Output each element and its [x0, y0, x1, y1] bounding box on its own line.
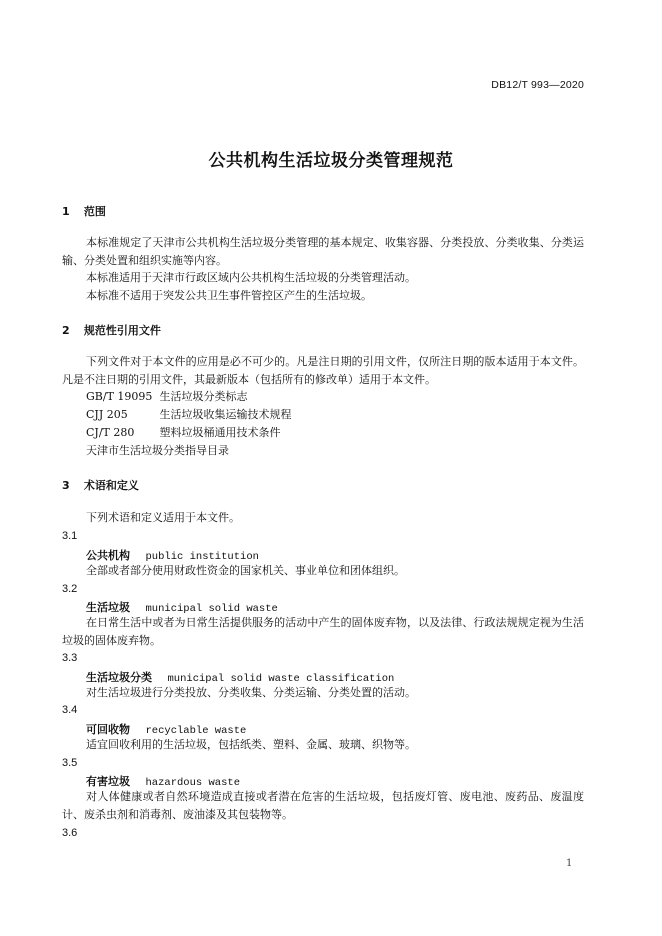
reference-code: CJ/T 280	[86, 426, 135, 439]
reference-code: GB/T 19095	[86, 390, 153, 403]
term-zh: 有害垃圾	[86, 775, 130, 788]
term-heading	[86, 773, 240, 789]
section-title: 范围	[83, 205, 106, 218]
term-en: hazardous waste	[145, 777, 241, 789]
reference-item	[86, 424, 281, 442]
term-definition: 全部或者部分使用财政性资金的国家机关、事业单位和团体组织。	[86, 564, 405, 577]
term-number: 3.3	[62, 652, 78, 664]
section-title: 规范性引用文件	[83, 324, 161, 337]
section-number: 3	[62, 479, 70, 492]
term-definition: 对人体健康或者自然环境造成直接或者潜在危害的生活垃圾，包括废灯管、废电池、废药品、废温度计、废杀虫剂和消毒剂、废油漆及其包装物等。	[62, 790, 584, 821]
term-heading	[86, 669, 394, 685]
term-number: 3.1	[62, 530, 78, 542]
term-zh: 生活垃圾	[86, 601, 130, 614]
section-number: 2	[62, 324, 70, 337]
term-number: 3.5	[62, 757, 78, 769]
references-intro: 下列文件对于本文件的应用是必不可少的。凡是注日期的引用文件，仅所注日期的版本适用于本文件。凡是不注日期的引用文件，其最新版本（包括所有的修改单）适用于本文件。	[62, 355, 584, 386]
term-en: municipal solid waste classification	[167, 673, 395, 685]
section-2-heading	[62, 322, 161, 338]
scope-paragraph-1: 本标准规定了天津市公共机构生活垃圾分类管理的基本规定、收集容器、分类投放、分类收集、分类运输、分类处置和组织实施等内容。	[62, 236, 584, 267]
reference-name: 塑料垃圾桶通用技术条件	[159, 426, 281, 439]
reference-name: 天津市生活垃圾分类指导目录	[86, 444, 229, 457]
scope-paragraph-2: 本标准适用于天津市行政区域内公共机构生活垃圾的分类管理活动。	[86, 271, 416, 284]
term-zh: 可回收物	[86, 723, 130, 736]
term-definition: 在日常生活中或者为日常生活提供服务的活动中产生的固体废弃物，以及法律、行政法规规定视为生活垃圾的固体废弃物。	[62, 616, 584, 647]
reference-name: 生活垃圾收集运输技术规程	[159, 408, 292, 421]
reference-name: 生活垃圾分类标志	[159, 390, 248, 403]
section-number: 1	[62, 205, 70, 218]
term-definition: 适宜回收利用的生活垃圾，包括纸类、塑料、金属、玻璃、织物等。	[86, 738, 416, 751]
section-1-heading	[62, 203, 106, 219]
reference-item	[86, 406, 292, 424]
term-heading	[86, 547, 259, 563]
term-zh: 生活垃圾分类	[86, 671, 152, 684]
scope-paragraph-3: 本标准不适用于突发公共卫生事件管控区产生的生活垃圾。	[86, 289, 372, 302]
term-number: 3.2	[62, 583, 78, 595]
section-title: 术语和定义	[83, 479, 139, 492]
term-number: 3.4	[62, 704, 78, 716]
page-number: 1	[566, 858, 573, 869]
term-number: 3.6	[62, 827, 78, 839]
reference-item	[86, 388, 248, 406]
term-definition: 对生活垃圾进行分类投放、分类收集、分类运输、分类处置的活动。	[86, 686, 416, 699]
section-3-heading	[62, 477, 139, 493]
term-heading	[86, 721, 246, 737]
document-code: DB12/T 993—2020	[491, 79, 584, 91]
document-title: 公共机构生活垃圾分类管理规范	[208, 151, 454, 171]
terms-intro: 下列术语和定义适用于本文件。	[86, 511, 240, 524]
term-en: recyclable waste	[145, 725, 247, 737]
term-en: public institution	[145, 551, 259, 563]
term-heading	[86, 599, 278, 615]
reference-code: CJJ 205	[86, 408, 128, 421]
reference-item	[86, 442, 229, 460]
term-en: municipal solid waste	[145, 603, 278, 615]
term-zh: 公共机构	[86, 549, 130, 562]
